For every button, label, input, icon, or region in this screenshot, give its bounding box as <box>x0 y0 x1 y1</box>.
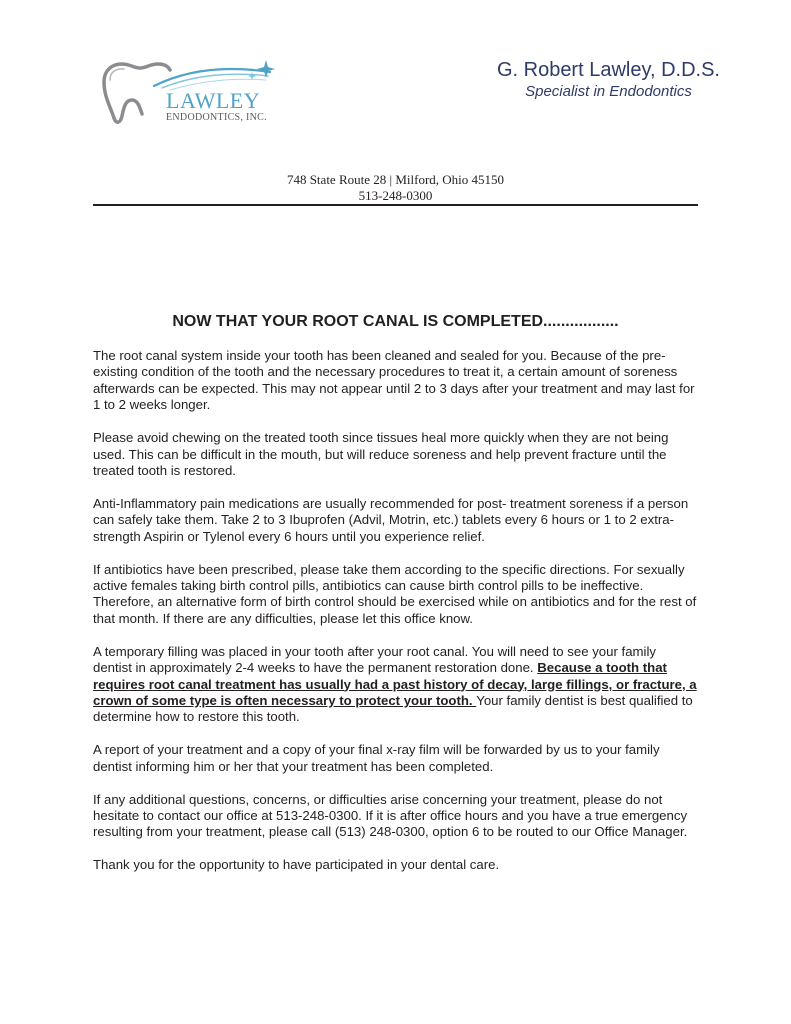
paragraph-thanks: Thank you for the opportunity to have participated in your dental care. <box>93 857 500 873</box>
crown-warning: Because a tooth that requires root canal treatment has usually had a past history of decay, large fillings, or fracture, a crown of some type is often necessary to protect your tooth. <box>93 660 697 708</box>
header-divider <box>93 204 698 206</box>
paragraph-temporary-filling <box>93 644 698 726</box>
office-phone: 513-248-0300 <box>358 188 433 203</box>
logo-name: LAWLEY <box>166 88 261 113</box>
filling-text-end: Your family dentist is best qualified to determine how to restore this tooth. <box>93 692 693 725</box>
paragraph-soreness: The root canal system inside your tooth has been cleaned and sealed for you. Because of the pre-existing condition of the tooth and the necessary procedures to treat it, a certain amount of soreness afterwards can be expected. This may not appear until 2 to 3 days after your treatment and may last for 1 to 2 weeks longer. <box>93 348 695 413</box>
lawley-logo <box>100 58 290 130</box>
street-address: 748 State Route 28 | Milford, Ohio 45150 <box>286 172 505 187</box>
document-title: NOW THAT YOUR ROOT CANAL IS COMPLETED................. <box>172 313 619 330</box>
doctor-specialty: Specialist in Endodontics <box>525 83 692 100</box>
paragraph-antibiotics: If antibiotics have been prescribed, please take them according to the specific directions. For sexually active females taking birth control pills, antibiotics can cause birth control pills to be ineffective. Therefore, an alternative form of birth control should be exercised while on antibiotics and for the rest of that month. If there are any difficulties, please let this office know. <box>93 561 697 626</box>
office-address <box>93 172 698 204</box>
filling-text-start: A temporary filling was placed in your tooth after your root canal. You will need to see your family dentist in approximately 2-4 weeks to have the permanent restoration done. <box>93 643 656 676</box>
logo-subtitle: ENDODONTICS, INC. <box>166 112 267 123</box>
paragraph-medications: Anti-Inflammatory pain medications are usually recommended for post- treatment soreness if a person can safely take them. Take 2 to 3 Ibuprofen (Advil, Motrin, etc.) tablets every 6 hours or 1 to 2 extra-strength Aspirin or Tylenol every 6 hours until you experience relief. <box>93 495 689 544</box>
doctor-header <box>497 58 720 102</box>
doctor-name: G. Robert Lawley, D.D.S. <box>496 59 720 81</box>
paragraph-report: A report of your treatment and a copy of your final x-ray film will be forwarded by us to your family dentist informing him or her that your treatment has been completed. <box>93 742 660 774</box>
instructions-body <box>93 348 698 890</box>
paragraph-contact: If any additional questions, concerns, or difficulties arise concerning your treatment, please do not hesitate to contact our office at 513-248-0300. If it is after office hours and you have a true emergency resulting from your treatment, please call (513) 248-0300, option 6 to be routed to our Office Manager. <box>93 791 688 840</box>
paragraph-chewing: Please avoid chewing on the treated tooth since tissues heal more quickly when they are not being used. This can be difficult in the mouth, but will reduce soreness and help prevent fracture until the treated tooth is restored. <box>93 430 669 478</box>
